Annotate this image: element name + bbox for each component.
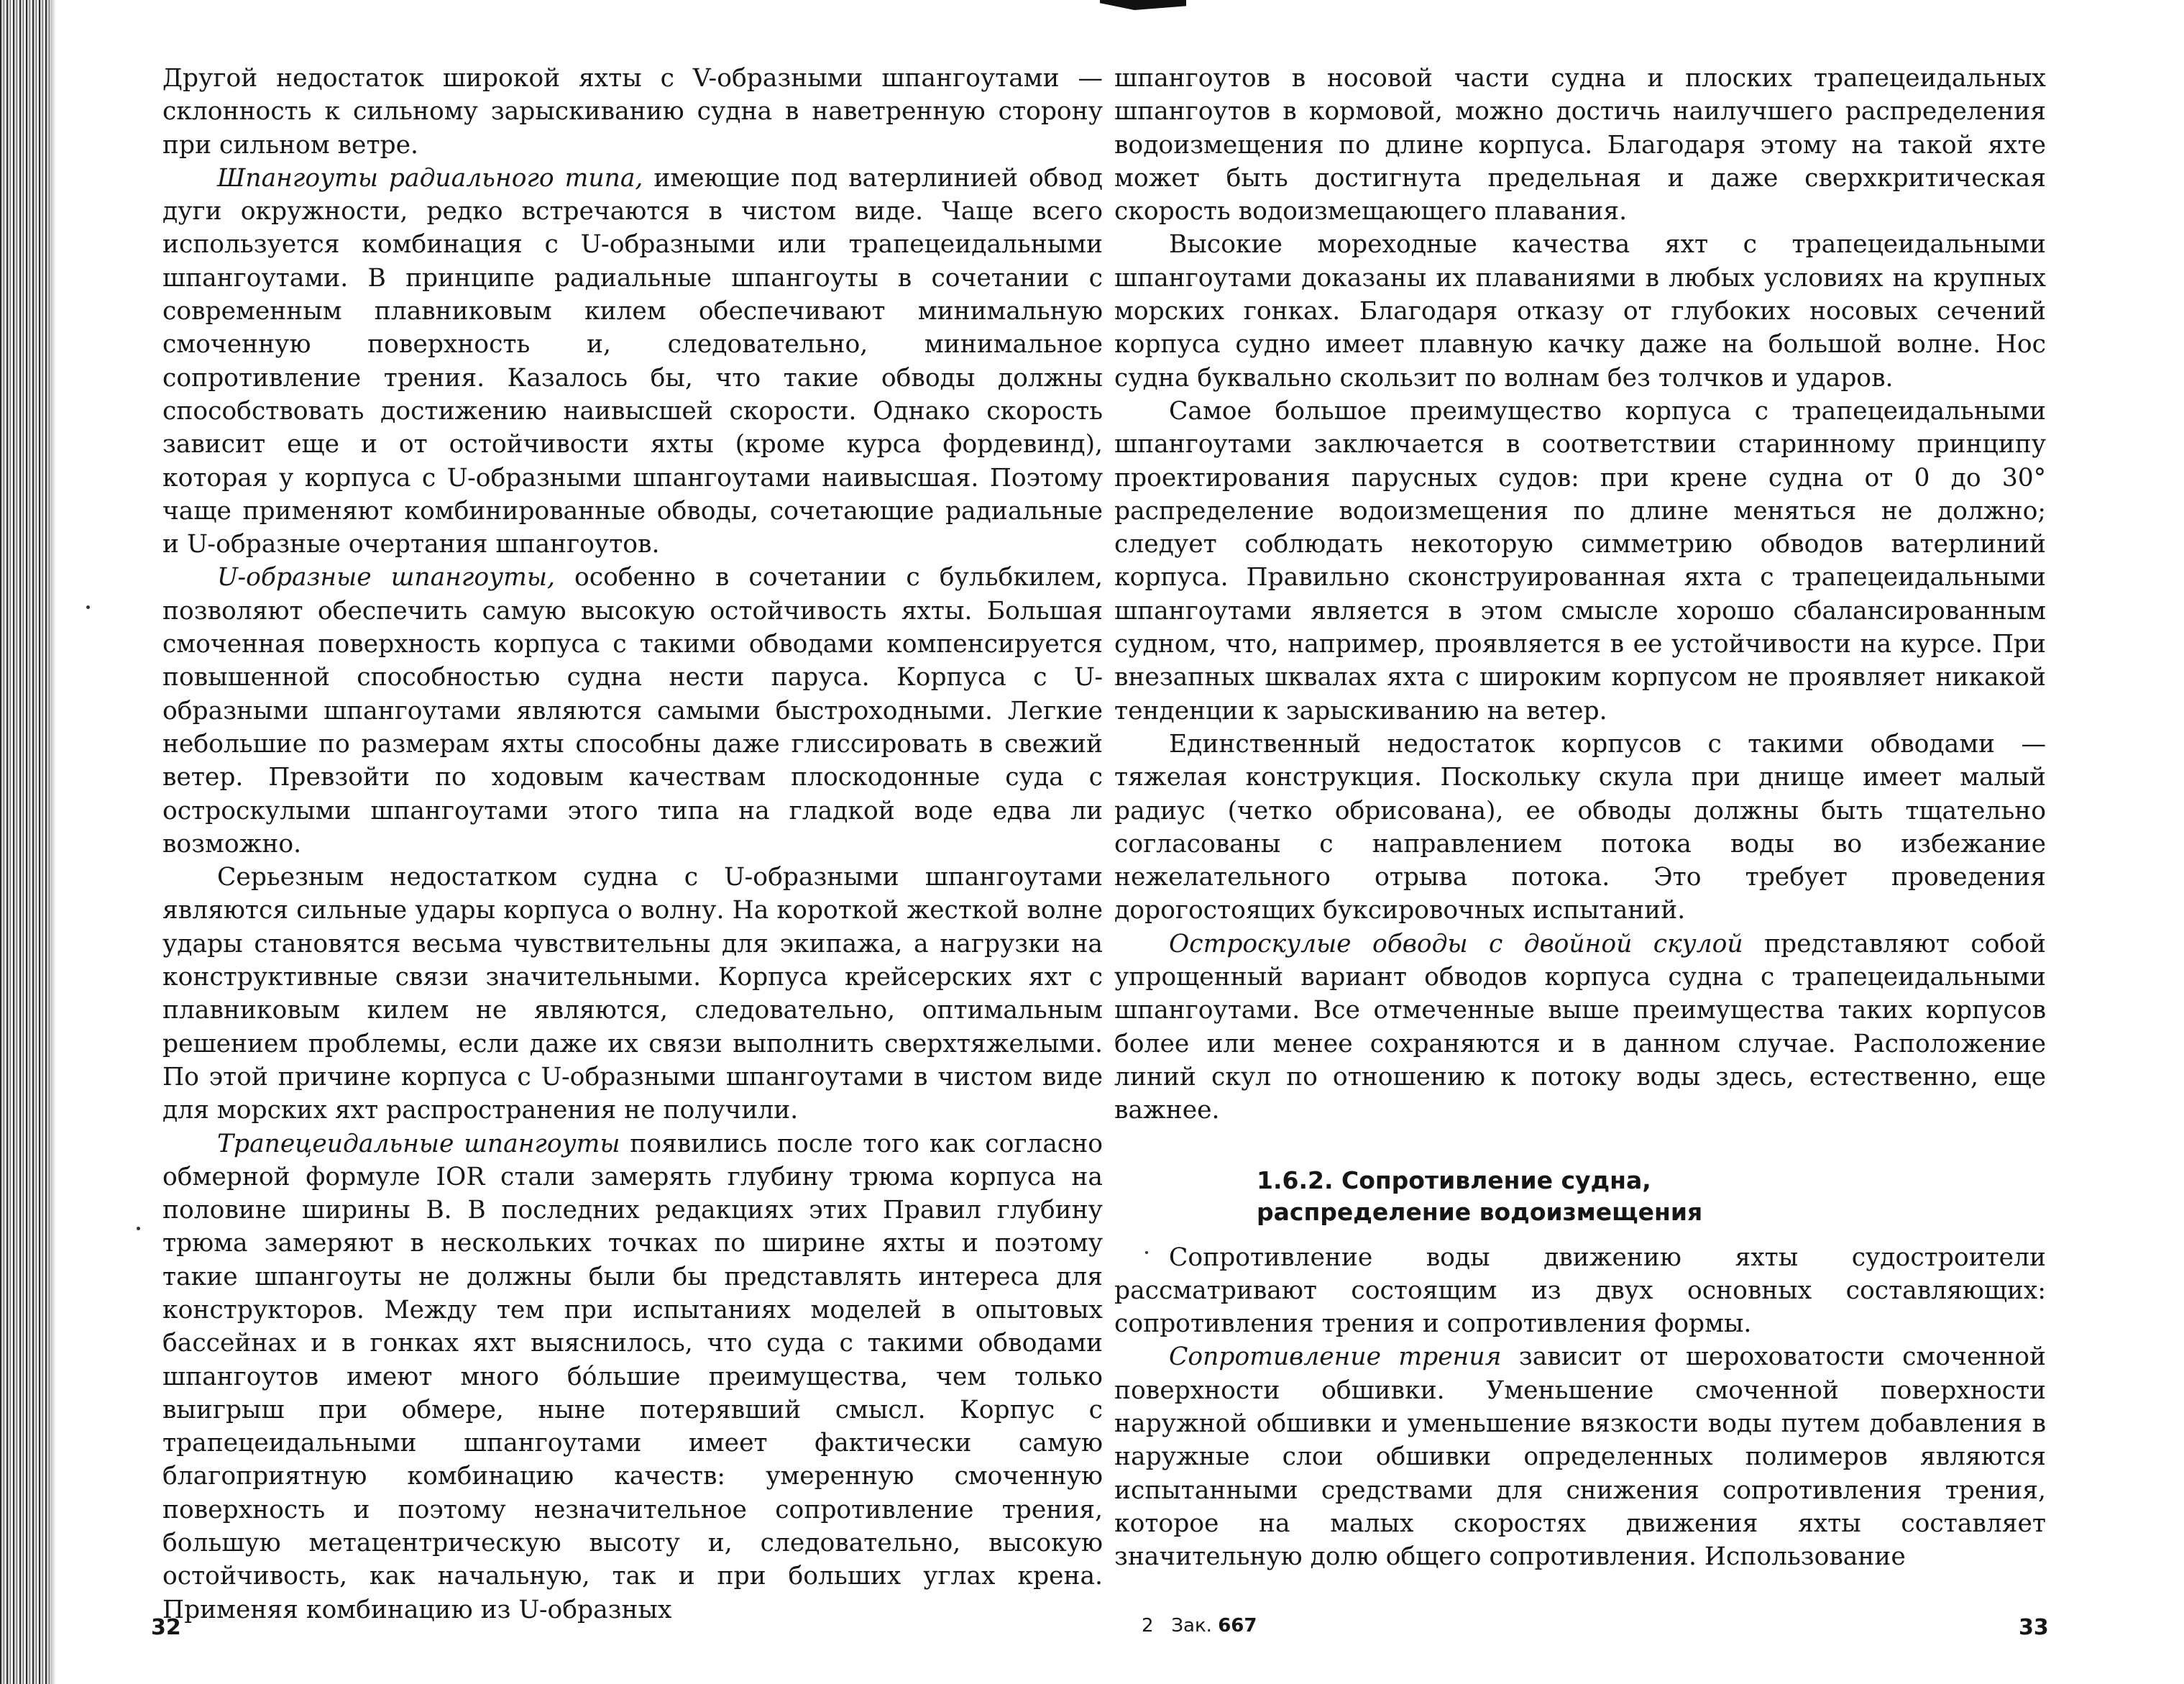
page-number-right: 33 [2019,1615,2049,1640]
left-paragraph-1: Другой недостаток широкой яхты с V-образными шпангоутами — склонность к сильному зарыскиванию судна в наветренную сторону при сильном ветре. [162,64,1103,160]
left-paragraph-4: Серьезным недостатком судна с U-образными шпангоутами являются сильные удары корпуса о волну. На короткой жесткой волне удары становятся весьма чувствительны для экипажа, а нагрузки на конструктивные связи значительными. Корпуса крейсерских яхт с плавниковым килем не являются, следовательно, оптимальным решением проблемы, если даже их связи выполнить сверхтяжелыми. По этой причине корпуса с U-образными шпангоутами в чистом виде для морских яхт распространения не получили. [162,863,1103,1125]
page-number-left: 32 [151,1615,181,1640]
right-paragraph-7: Сопротивление трения зависит от шероховатости смоченной поверхности обшивки. Уменьшение смоченной поверхности наружной обшивки и уменьшение вязкости воды путем добавления в наружные слои обшивки определенных полимеров являются испытанными средствами для снижения сопротивления трения, которое на малых скоростях движения яхты составляет значительную долю общего сопротивления. Использование [1114,1342,2046,1572]
signature-sheet: 2 [1142,1615,1154,1637]
right-page-column [1114,62,2046,1573]
right-paragraph-1: шпангоутов в носовой части судна и плоских трапецеидальных шпангоутов в кормовой, можно достичь наилучшего распределения водоизмещения по длине корпуса. Благодаря этому на такой яхте может быть достигнута предельная и даже сверхкритическая скорость водоизмещающего плавания. [1114,64,2046,226]
right-paragraph-3: Самое большое преимущество корпуса с трапецеидальными шпангоутами заключается в соответствии старинному принципу проектирования парусных судов: при крене судна от 0 до 30° распределение водоизмещения по длине меняться не должно; следует соблюдать некоторую симметрию обводов ватерлиний корпуса. Правильно сконструированная яхта с трапецеидальными шпангоутами является в этом смысле хорошо сбалансированным судном, что, например, проявляется в ее устойчивости на курсе. При внезапных шквалах яхта с широким корпусом не проявляет никакой тенденции к зарыскиванию на ветер. [1114,396,2046,726]
left-paragraph-3: U-образные шпангоуты, особенно в сочетании с бульбкилем, позволяют обеспечить самую высокую остойчивость яхты. Большая смоченная поверхность корпуса с такими обводами компенсируется повышенной способностью судна нести паруса. Корпуса с U-образными шпангоутами являются самыми быстроходными. Легкие небольшие по размерам яхты способны даже глиссировать в свежий ветер. Превзойти по ходовым качествам плоскодонные суда с остроскулыми шпангоутами этого типа на гладкой воде едва ли возможно. [162,563,1104,859]
section-heading [1257,1165,2046,1228]
scan-speck [86,605,90,609]
top-edge-mark [1100,0,1186,10]
section-heading-line-1: 1.6.2. Сопротивление судна, [1257,1166,1651,1194]
right-paragraph-2: Высокие мореходные качества яхт с трапецеидальными шпангоутами доказаны их плаваниями в любых условиях на крупных морских гонках. Благодаря отказу от глубоких носовых сечений корпуса судно имеет плавную качку даже на большой волне. Нос судна буквально скользит по волнам без толчков и ударов. [1114,230,2046,393]
scan-speck [1145,1251,1148,1254]
book-spine-gutter [0,0,50,1684]
left-page-column [162,62,1103,1626]
section-heading-line-2: распределение водоизмещения [1257,1197,1703,1226]
signature-order: 667 [1218,1615,1257,1637]
right-paragraph-4: Единственный недостаток корпусов с такими обводами — тяжелая конструкция. Поскольку скула при днище имеет малый радиус (четко обрисована), ее обводы должны быть тщательно согласованы с направлением потока воды во избежание нежелательного отрыва потока. Это требует проведения дорогостоящих буксировочных испытаний. [1114,729,2046,925]
signature-label: Зак. [1171,1615,1212,1637]
left-paragraph-2: Шпангоуты радиального типа, имеющие под ватерлинией обвод дуги окружности, редко встречаются в чистом виде. Чаще всего используется комбинация с U-образными или трапецеидальными шпангоутами. В принципе радиальные шпангоуты в сочетании с современным плавниковым килем обеспечивают минимальную смоченную поверхность и, следовательно, минимальное сопротивление трения. Казалось бы, что такие обводы должны способствовать достижению наивысшей скорости. Однако скорость зависит еще и от остойчивости яхты (кроме курса фордевинд), которая у корпуса с U-образными шпангоутами наивысшая. Поэтому чаще применяют комбинированные обводы, сочетающие радиальные и U-образные очертания шпангоутов. [162,163,1103,559]
spine-shadow [50,0,56,1684]
right-paragraph-5: Остроскулые обводы с двойной скулой представляют собой упрощенный вариант обводов корпуса судна с трапецеидальными шпангоутами. Все отмеченные выше преимущества таких корпусов более или менее сохраняются и в данном случае. Расположение линий скул по отношению к потоку воды здесь, естественно, еще важнее. [1114,929,2046,1125]
scan-speck [137,1227,140,1230]
printer-signature [1142,1615,1257,1637]
right-paragraph-6: Сопротивление воды движению яхты судостроители рассматривают состоящим из двух основных составляющих: сопротивления трения и сопротивления формы. [1114,1243,2046,1339]
left-paragraph-5: Трапецеидальные шпангоуты появились после того как согласно обмерной формуле IOR стали замерять глубину трюма корпуса на половине ширины B. В последних редакциях этих Правил глубину трюма замеряют в нескольких точках по ширине яхты и поэтому такие шпангоуты не должны были бы представлять интереса для конструкторов. Между тем при испытаниях моделей в опытовых бассейнах и в гонках яхт выяснилось, что суда с такими обводами шпангоутов имеют много бо́льшие преимущества, чем только выигрыш при обмере, ныне потерявший смысл. Корпус с трапецеидальными шпангоутами имеет фактически самую благоприятную комбинацию качеств: умеренную смоченную поверхность и поэтому незначительное сопротивление трения, большую метацентрическую высоту и, следовательно, высокую остойчивость, как начальную, так и при больших углах крена. Применяя комбинацию из U-образных [162,1129,1103,1624]
